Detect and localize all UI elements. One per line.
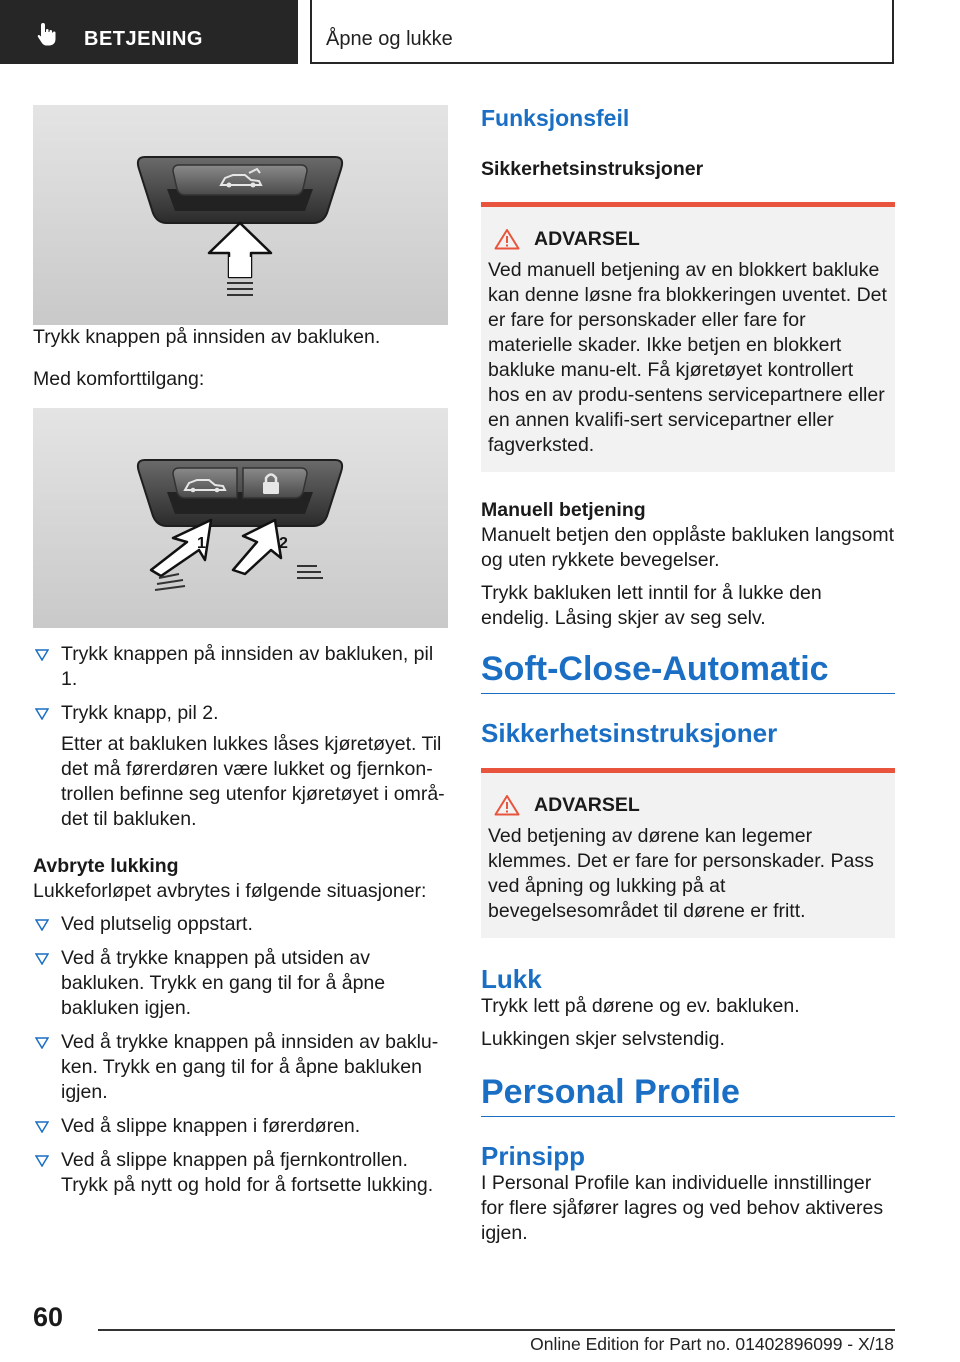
left-column <box>33 105 448 1207</box>
step-text: Trykk knapp, pil 2. <box>61 702 219 724</box>
lukk-paragraph-1: Trykk lett på dørene og ev. bakluken. <box>481 994 800 1017</box>
safety-heading-1: Sikkerhetsinstruksjoner <box>481 158 704 180</box>
list-item-text: Ved å slippe knappen på fjernkontrollen. Trykk på nytt og hold for å fortsette lukking. <box>61 1149 434 1196</box>
triangle-bullet-icon <box>35 919 49 931</box>
arrow-label-1: 1 <box>197 535 206 552</box>
lukk-paragraph-2: Lukkingen skjer selvstendig. <box>481 1027 725 1050</box>
triangle-bullet-icon <box>35 953 49 965</box>
warning-text: Ved manuell betjening av en blokkert bakluke kan denne løsne fra blokkeringen uventet. Det er fare for personskader eller fare for materielle skader. Ikke betjen en blokkert bakluke manu-elt. Få kjøretøyet kontrollert hos en av produ-sentens servicepartnere eller en annen kvalifi-sert servicepartner eller fagverksted. <box>488 258 887 456</box>
warning-title: ADVARSEL <box>534 793 640 816</box>
safety-heading-2: Sikkerhetsinstruksjoner <box>481 717 778 748</box>
edition-text: Online Edition for Part no. 01402896099 - X/18 <box>530 1334 894 1354</box>
triangle-bullet-icon <box>35 708 49 720</box>
list-item-text: Ved å trykke knappen på utsiden av bakluken. Trykk en gang til for å åpne bakluken igjen. <box>61 947 386 1019</box>
arrow-label-2: 2 <box>279 535 288 552</box>
cancel-heading: Avbryte lukking <box>33 855 179 877</box>
warning-box-1 <box>481 202 895 472</box>
triangle-bullet-icon <box>35 1121 49 1133</box>
step-detail: Etter at bakluken lukkes låses kjøretøyet. Til det må førerdøren være lukket og fjernkon-trollen befinne seg utenfor kjøretøyet i områ-det til bakluken. <box>61 733 445 830</box>
warning-triangle-icon <box>494 228 520 250</box>
list-item <box>33 701 448 832</box>
prinsipp-paragraph: I Personal Profile kan individuelle innstillinger for flere sjåfører lagres og ved behov aktiveres igjen. <box>481 1171 884 1244</box>
comfort-access-figure <box>33 408 448 628</box>
funksjonsfeil-heading: Funksjonsfeil <box>481 105 630 131</box>
page-title: Åpne og lukke <box>326 28 453 50</box>
manual-paragraph-2: Trykk bakluken lett inntil for å lukke den endelig. Låsing skjer av seg selv. <box>481 581 822 629</box>
cancel-intro: Lukkeforløpet avbrytes i følgende situasjoner: <box>33 880 427 902</box>
section-label: BETJENING <box>84 28 203 50</box>
manual-paragraph-1: Manuelt betjen den opplåste bakluken langsomt og uten rykkete bevegelser. <box>481 523 895 571</box>
comfort-access-label: Med komforttilgang: <box>33 368 205 390</box>
triangle-bullet-icon <box>35 1155 49 1167</box>
tailgate-button-figure <box>33 105 448 325</box>
list-item-text: Ved plutselig oppstart. <box>61 913 253 935</box>
lukk-heading: Lukk <box>481 963 542 994</box>
comfort-steps-list <box>33 642 448 832</box>
list-item-text: Ved å slippe knappen i førerdøren. <box>61 1115 361 1137</box>
list-item-text: Ved å trykke knappen på innsiden av baklu-ken. Trykk en gang til for å åpne bakluken igjen. <box>61 1031 439 1103</box>
section-tab <box>0 0 298 64</box>
page-title-box <box>310 0 894 64</box>
right-column <box>481 105 895 1246</box>
prinsipp-heading: Prinsipp <box>481 1140 586 1171</box>
list-item <box>33 946 448 1021</box>
list-item <box>33 912 448 937</box>
list-item <box>33 1114 448 1139</box>
tailgate-button-illustration <box>33 105 448 325</box>
page-number: 60 <box>33 1302 64 1332</box>
warning-box-2 <box>481 768 895 938</box>
list-item <box>33 642 448 692</box>
list-item <box>33 1030 448 1105</box>
hand-pointer-icon <box>34 20 62 48</box>
softclose-heading: Soft-Close-Automatic <box>481 649 895 694</box>
cancel-list <box>33 912 448 1198</box>
warning-title: ADVARSEL <box>534 227 640 250</box>
triangle-bullet-icon <box>35 649 49 661</box>
manual-heading: Manuell betjening <box>481 498 646 521</box>
warning-text: Ved betjening av dørene kan legemer klemmes. Det er fare for personskader. Pass ved åpning og lukking på at bevegelsesområdet til dørene er fritt. <box>488 824 874 922</box>
triangle-bullet-icon <box>35 1037 49 1049</box>
warning-triangle-icon <box>494 794 520 816</box>
list-item <box>33 1148 448 1198</box>
step-text: Trykk knappen på innsiden av bakluken, pil 1. <box>61 643 434 690</box>
comfort-buttons-illustration <box>33 408 448 628</box>
footer-divider <box>98 1329 895 1331</box>
figure1-caption: Trykk knappen på innsiden av bakluken. <box>33 326 381 348</box>
personal-profile-heading: Personal Profile <box>481 1072 895 1117</box>
